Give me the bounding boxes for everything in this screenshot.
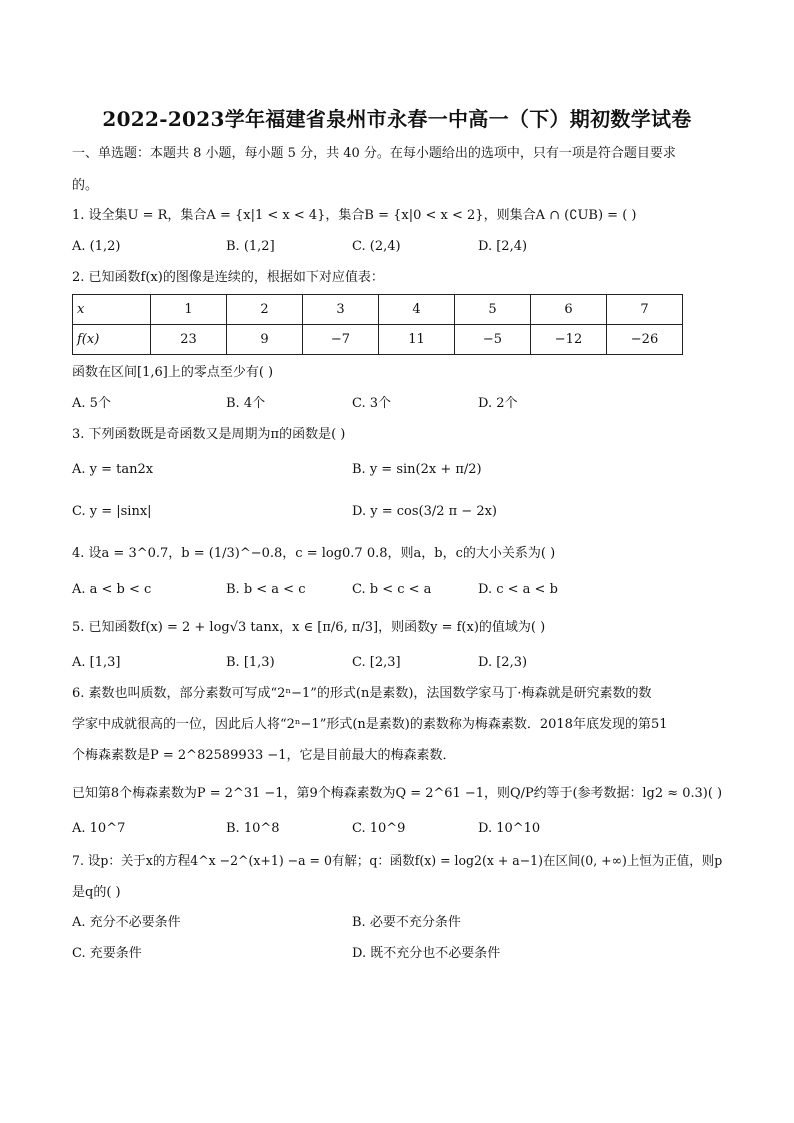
- q4-option-c: C. b < c < a: [352, 582, 432, 597]
- q4-option-d: D. c < a < b: [478, 582, 558, 597]
- q3-option-d: D. y = cos(3/2 π − 2x): [352, 504, 498, 519]
- question-7-line-1: 7. 设p：关于x的方程4^x −2^(x+1) −a = 0有解；q：函数f(x) = log2(x + a−1)在区间(0, +∞)上恒为正值，则p: [72, 854, 723, 869]
- q3-option-c: C. y = |sinx|: [72, 504, 152, 519]
- q6-option-a: A. 10^7: [72, 821, 126, 836]
- q3-option-a: A. y = tan2x: [72, 462, 154, 477]
- q5-option-a: A. [1,3]: [72, 655, 121, 670]
- table-row-fx: [73, 325, 683, 355]
- question-4-stem: 4. 设a = 3^0.7，b = (1/3)^−0.8，c = log0.7 0.8，则a，b，c的大小关系为( ): [72, 546, 556, 561]
- table-cell: −26: [607, 325, 683, 355]
- table-cell: 2: [227, 295, 303, 325]
- q1-option-b: B. (1,2]: [226, 239, 275, 254]
- q2-option-c: C. 3个: [352, 396, 392, 411]
- table-cell: 6: [531, 295, 607, 325]
- table-cell: 5: [455, 295, 531, 325]
- table-cell: 7: [607, 295, 683, 325]
- table-cell-x-label: x: [73, 295, 151, 325]
- question-6-line-1: 6. 素数也叫质数，部分素数可写成“2ⁿ−1”的形式(n是素数)，法国数学家马丁·梅森就是研究素数的数: [72, 686, 652, 701]
- q6-option-d: D. 10^10: [478, 821, 541, 836]
- question-7-line-2: 是q的( ): [72, 885, 121, 900]
- value-table: [72, 294, 683, 355]
- question-6-line-2: 学家中成就很高的一位，因此后人将“2ⁿ−1”形式(n是素数)的素数称为梅森素数．2018年底发现的第51: [72, 717, 668, 732]
- table-row-x: [73, 295, 683, 325]
- table-cell: −12: [531, 325, 607, 355]
- q2-option-a: A. 5个: [72, 396, 111, 411]
- table-cell: 3: [303, 295, 379, 325]
- question-6-line-3: 个梅森素数是P = 2^82589933 −1，它是目前最大的梅森素数．: [72, 748, 456, 763]
- page-title: 2022-2023学年福建省泉州市永春一中高一（下）期初数学试卷: [102, 107, 692, 131]
- question-1-stem: 1. 设全集U = R，集合A = {x|1 < x < 4}，集合B = {x|0 < x < 2}，则集合A ∩ (∁UB) = ( ): [72, 208, 637, 223]
- q4-option-a: A. a < b < c: [72, 582, 152, 597]
- table-cell: −7: [303, 325, 379, 355]
- q1-option-a: A. (1,2): [72, 239, 121, 254]
- q3-option-b: B. y = sin(2x + π/2): [352, 462, 482, 477]
- section-heading-cont: 的。: [72, 178, 99, 193]
- question-6-line-4: 已知第8个梅森素数为P = 2^31 −1，第9个梅森素数为Q = 2^61 −1，则Q/P约等于(参考数据：lg2 ≈ 0.3)( ): [72, 786, 723, 801]
- q7-option-d: D. 既不充分也不必要条件: [352, 946, 501, 961]
- question-3-stem: 3. 下列函数既是奇函数又是周期为π的函数是( ): [72, 427, 346, 442]
- table-cell: 11: [379, 325, 455, 355]
- q4-option-b: B. b < a < c: [226, 582, 306, 597]
- section-heading: 一、单选题：本题共 8 小题，每小题 5 分，共 40 分。在每小题给出的选项中，只有一项是符合题目要求: [72, 146, 676, 161]
- table-cell-fx-label: f(x): [73, 325, 151, 355]
- table-cell: 1: [151, 295, 227, 325]
- q2-option-d: D. 2个: [478, 396, 518, 411]
- q1-option-c: C. (2,4): [352, 239, 401, 254]
- table-cell: 23: [151, 325, 227, 355]
- q5-option-b: B. [1,3): [226, 655, 275, 670]
- q1-option-d: D. [2,4): [478, 239, 528, 254]
- question-5-stem: 5. 已知函数f(x) = 2 + log√3 tanx，x ∈ [π/6, π/3]，则函数y = f(x)的值域为( ): [72, 620, 546, 635]
- q5-option-d: D. [2,3): [478, 655, 528, 670]
- q2-option-b: B. 4个: [226, 396, 266, 411]
- question-2-tail: 函数在区间[1,6]上的零点至少有( ): [72, 365, 274, 380]
- table-cell: 4: [379, 295, 455, 325]
- q6-option-c: C. 10^9: [352, 821, 406, 836]
- q7-option-a: A. 充分不必要条件: [72, 915, 181, 930]
- q7-option-b: B. 必要不充分条件: [352, 915, 461, 930]
- table-cell: 9: [227, 325, 303, 355]
- q6-option-b: B. 10^8: [226, 821, 280, 836]
- question-2-stem: 2. 已知函数f(x)的图像是连续的，根据如下对应值表：: [72, 270, 384, 285]
- table-cell: −5: [455, 325, 531, 355]
- q5-option-c: C. [2,3]: [352, 655, 401, 670]
- q7-option-c: C. 充要条件: [72, 946, 142, 961]
